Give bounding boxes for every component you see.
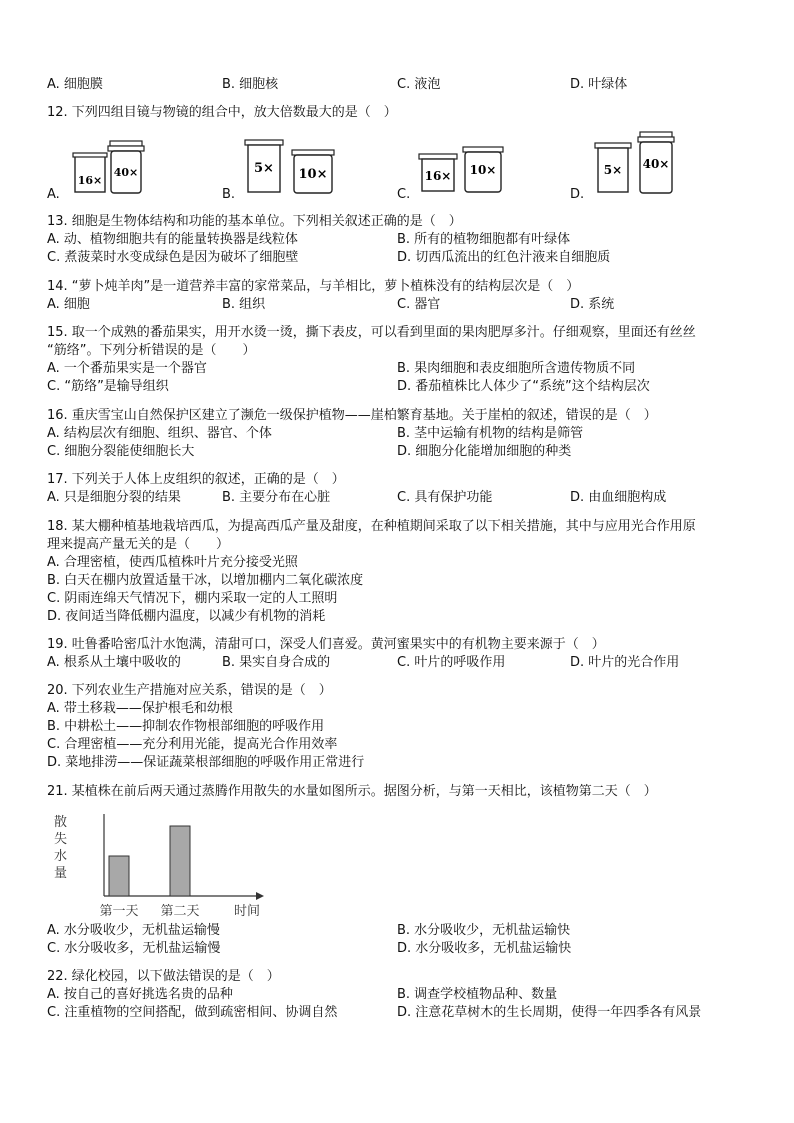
option-b: B. 主要分布在心脏 (222, 490, 331, 505)
question-20-stem: 20. 下列农业生产措施对应关系，错误的是（ ） (47, 683, 332, 698)
option-b: B. 果肉细胞和表皮细胞所含遗传物质不同 (397, 361, 636, 376)
option-c: C. 叶片的呼吸作用 (397, 655, 506, 670)
lens-pair-b (244, 138, 340, 200)
option-d: D. 水分吸收多，无机盐运输快 (397, 941, 572, 956)
option-d: D. 菜地排涝——保证蔬菜根部细胞的呼吸作用正常进行 (47, 755, 365, 770)
option-b: B. 水分吸收少，无机盐运输快 (397, 923, 571, 938)
question-12-stem: 12. 下列四组目镜与物镜的组合中，放大倍数最大的是（ ） (47, 105, 397, 120)
lens-pair-c (418, 143, 506, 201)
option-a-letter: A. (47, 187, 60, 202)
eyepiece-a-label: 16× (77, 174, 103, 187)
question-18-stem-line1: 18. 某大棚种植基地栽培西瓜，为提高西瓜产量及甜度，在种植期间采取了以下相关措施，其中与应用光合作用原 (47, 519, 696, 534)
option-a: A. 只是细胞分裂的结果 (47, 490, 181, 505)
y-axis-label (54, 814, 67, 881)
eyepiece-c-label: 16× (424, 169, 452, 183)
question-21-stem: 21. 某植株在前后两天通过蒸腾作用散失的水量如图所示。据图分析，与第一天相比，该植物第二天（ ） (47, 784, 657, 799)
option-a: A. 水分吸收少，无机盐运输慢 (47, 923, 220, 938)
y-label-char: 量 (54, 866, 68, 881)
eyepiece-d-label: 5× (603, 163, 623, 177)
x-axis-label: 时间 (234, 904, 261, 919)
question-15-stem-line2: “筋络”。下列分析错误的是（ ） (47, 343, 256, 358)
option-c: C. 细胞分裂能使细胞长大 (47, 444, 195, 459)
option-c: C. 水分吸收多，无机盐运输慢 (47, 941, 221, 956)
question-16-stem: 16. 重庆雪宝山自然保护区建立了濒危一级保护植物——崖柏繁育基地。关于崖柏的叙述，错误的是（ ） (47, 408, 657, 423)
y-label-char: 散 (54, 815, 68, 830)
bar-2 (170, 826, 190, 896)
question-19-stem: 19. 吐鲁番哈密瓜汁水饱满，清甜可口，深受人们喜爱。黄河蜜果实中的有机物主要来源于（ ） (47, 637, 605, 652)
option-b: B. 中耕松土——抑制农作物根部细胞的呼吸作用 (47, 719, 325, 734)
eyepiece-a (73, 153, 107, 192)
option-b: B. 组织 (222, 297, 266, 312)
option-a: A. 合理密植，使西瓜植株叶片充分接受光照 (47, 555, 298, 570)
option-d: D. 叶片的光合作用 (570, 655, 680, 670)
option-a: A. 细胞 (47, 297, 90, 312)
option-d: D. 叶绿体 (570, 77, 628, 92)
option-b: B. 调查学校植物品种、数量 (397, 987, 558, 1002)
option-b-letter: B. (222, 187, 236, 202)
question-18-stem-line2: 理来提高产量无关的是（ ） (47, 537, 230, 552)
eyepiece-d (595, 143, 631, 192)
option-d: D. 由血细胞构成 (570, 490, 667, 505)
objective-d-label: 40× (642, 157, 670, 171)
option-a: A. 一个番茄果实是一个器官 (47, 361, 207, 376)
objective-c (463, 147, 503, 192)
option-a: A. 带土移栽——保护根毛和幼根 (47, 701, 233, 716)
question-22-stem: 22. 绿化校园，以下做法错误的是（ ） (47, 969, 280, 984)
eyepiece-c (419, 154, 457, 191)
objective-b (292, 150, 334, 193)
option-c: C. 煮菠菜时水变成绿色是因为破坏了细胞壁 (47, 250, 299, 265)
option-d: D. 系统 (570, 297, 615, 312)
option-d: D. 切西瓜流出的红色汁液来自细胞质 (397, 250, 611, 265)
lens-pair-d (594, 130, 678, 200)
eyepiece-b (245, 140, 283, 192)
objective-b-label: 10× (298, 167, 328, 182)
lens-pair-a (72, 138, 152, 200)
option-a: A. 动、植物细胞共有的能量转换器是线粒体 (47, 232, 298, 247)
option-c: C. 器官 (397, 297, 441, 312)
option-a: A. 结构层次有细胞、组织、器官、个体 (47, 426, 272, 441)
option-b: B. 所有的植物细胞都有叶绿体 (397, 232, 571, 247)
option-c: C. 阴雨连绵天气情况下，棚内采取一定的人工照明 (47, 591, 338, 606)
eyepiece-b-label: 5× (254, 161, 274, 176)
question-17-stem: 17. 下列关于人体上皮组织的叙述，正确的是（ ） (47, 472, 345, 487)
bar-1 (109, 856, 129, 896)
question-14-stem: 14. “萝卜炖羊肉”是一道营养丰富的家常菜品，与羊相比，萝卜植株没有的结构层次是（ ） (47, 279, 580, 294)
option-d: D. 夜间适当降低棚内温度，以减少有机物的消耗 (47, 609, 326, 624)
option-b: B. 茎中运输有机物的结构是筛管 (397, 426, 584, 441)
option-b: B. 白天在棚内放置适量干冰，以增加棚内二氧化碳浓度 (47, 573, 364, 588)
option-c-letter: C. (397, 187, 411, 202)
y-label-char: 失 (54, 832, 68, 847)
question-15-stem-line1: 15. 取一个成熟的番茄果实，用开水烫一烫，撕下表皮，可以看到里面的果肉肥厚多汁。仔细观察，里面还有丝丝 (47, 325, 696, 340)
question-13-stem: 13. 细胞是生物体结构和功能的基本单位。下列相关叙述正确的是（ ） (47, 214, 462, 229)
x-tick-label-1: 第一天 (99, 904, 139, 919)
transpiration-bar-chart (44, 812, 274, 926)
option-d: D. 番茄植株比人体少了“系统”这个结构层次 (397, 379, 650, 394)
option-c: C. 具有保护功能 (397, 490, 493, 505)
option-c: C. 合理密植——充分利用光能，提高光合作用效率 (47, 737, 338, 752)
y-label-char: 水 (54, 849, 68, 864)
option-b: B. 果实自身合成的 (222, 655, 331, 670)
option-c: C. 注重植物的空间搭配，做到疏密相间、协调自然 (47, 1005, 338, 1020)
option-c: C. “筋络”是输导组织 (47, 379, 169, 394)
option-a: A. 细胞膜 (47, 77, 103, 92)
objective-a (108, 141, 144, 193)
option-a: A. 按自己的喜好挑选名贵的品种 (47, 987, 233, 1002)
option-d: D. 注意花草树木的生长周期，使得一年四季各有风景 (397, 1005, 702, 1020)
objective-d (638, 132, 674, 193)
option-a: A. 根系从土壤中吸收的 (47, 655, 181, 670)
x-tick-label-2: 第二天 (160, 904, 200, 919)
option-d-letter: D. (570, 187, 585, 202)
objective-a-label: 40× (113, 166, 139, 179)
objective-c-label: 10× (469, 163, 497, 177)
option-b: B. 细胞核 (222, 77, 279, 92)
option-c: C. 液泡 (397, 77, 441, 92)
x-axis-arrow (256, 892, 264, 900)
option-d: D. 细胞分化能增加细胞的种类 (397, 444, 572, 459)
